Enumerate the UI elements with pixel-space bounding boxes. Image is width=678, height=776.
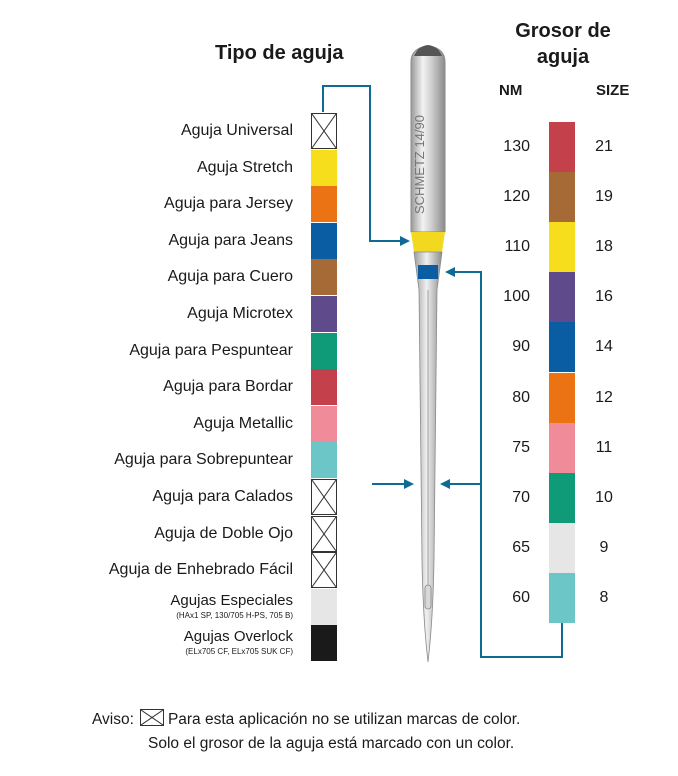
nm-header: NM — [499, 82, 523, 99]
notice-line1: Para esta aplicación no se utilizan marcas de color. — [167, 711, 521, 728]
needle-yellow-band — [411, 232, 445, 252]
needle-type-name: Aguja para Calados — [152, 488, 293, 505]
needle-type-name: Aguja Stretch — [196, 158, 293, 176]
needle-type-models: (ELx705 CF, ELx705 SUK CF) — [185, 647, 293, 657]
needle-type-name: Agujas Overlock — [183, 628, 293, 646]
needle-engraving: SCHMETZ 14/90 — [412, 115, 427, 214]
thickness-size-value: 10 — [595, 488, 613, 506]
no-color-icon — [140, 709, 164, 726]
thickness-size-value: 11 — [595, 438, 613, 456]
needle-type-name: Aguja de Doble Ojo — [154, 524, 293, 542]
thickness-nm-value: 70 — [512, 488, 530, 506]
thickness-nm-value: 65 — [512, 538, 530, 556]
needle-eye — [425, 585, 431, 609]
thickness-nm-value: 110 — [504, 238, 530, 256]
needle-type-name: Aguja Universal — [180, 122, 293, 139]
thickness-size-value: 12 — [595, 388, 613, 406]
notice — [92, 708, 520, 756]
thickness-size-value: 21 — [595, 138, 613, 155]
thickness-size-value: 9 — [599, 538, 609, 556]
thickness-size-value: 14 — [595, 338, 613, 356]
notice-line2: Solo el grosor de la aguja está marcado con un color. — [148, 735, 515, 752]
needle-type-name: Aguja Microtex — [187, 305, 293, 322]
needle-type-name: Aguja para Jeans — [168, 231, 293, 249]
thickness-nm-value: 90 — [512, 338, 530, 356]
needle-type-name: Aguja para Jersey — [164, 195, 293, 213]
needle-type-title: Tipo de aguja — [215, 42, 344, 64]
notice-prefix: Aviso: — [92, 711, 134, 728]
needle-type-name: Aguja para Pespuntear — [129, 341, 293, 359]
thickness-nm-value: 75 — [512, 438, 530, 456]
needle-type-name: Agujas Especiales — [170, 591, 293, 609]
needle-thickness-title: Grosor de aguja — [515, 20, 611, 68]
thickness-size-value: 19 — [595, 188, 613, 206]
thickness-size-value: 16 — [595, 288, 613, 306]
thickness-size-value: 8 — [599, 588, 609, 606]
needle-type-name: Aguja para Sobrepuntear — [114, 451, 293, 469]
arrow-thickness-to-blue-band — [447, 272, 562, 657]
thickness-nm-value: 130 — [503, 138, 530, 155]
needle-blue-band — [418, 265, 438, 279]
needle-type-models: (HAx1 SP, 130/705 H-PS, 705 B) — [176, 610, 293, 620]
thickness-nm-value: 120 — [503, 188, 530, 206]
thickness-size-value: 18 — [595, 238, 613, 256]
needle-tip-cap — [414, 45, 442, 56]
thickness-nm-value: 80 — [512, 388, 530, 406]
needle-type-name: Aguja Metallic — [193, 414, 293, 432]
thickness-nm-value: 60 — [512, 588, 530, 606]
size-header: SIZE — [596, 82, 630, 99]
needle-type-name: Aguja de Enhebrado Fácil — [108, 561, 293, 579]
needle-type-name: Aguja para Bordar — [163, 378, 293, 396]
thickness-nm-value: 100 — [503, 288, 530, 306]
arrow-type-to-yellow-band — [323, 86, 408, 241]
needle-type-name: Aguja para Cuero — [167, 268, 293, 286]
